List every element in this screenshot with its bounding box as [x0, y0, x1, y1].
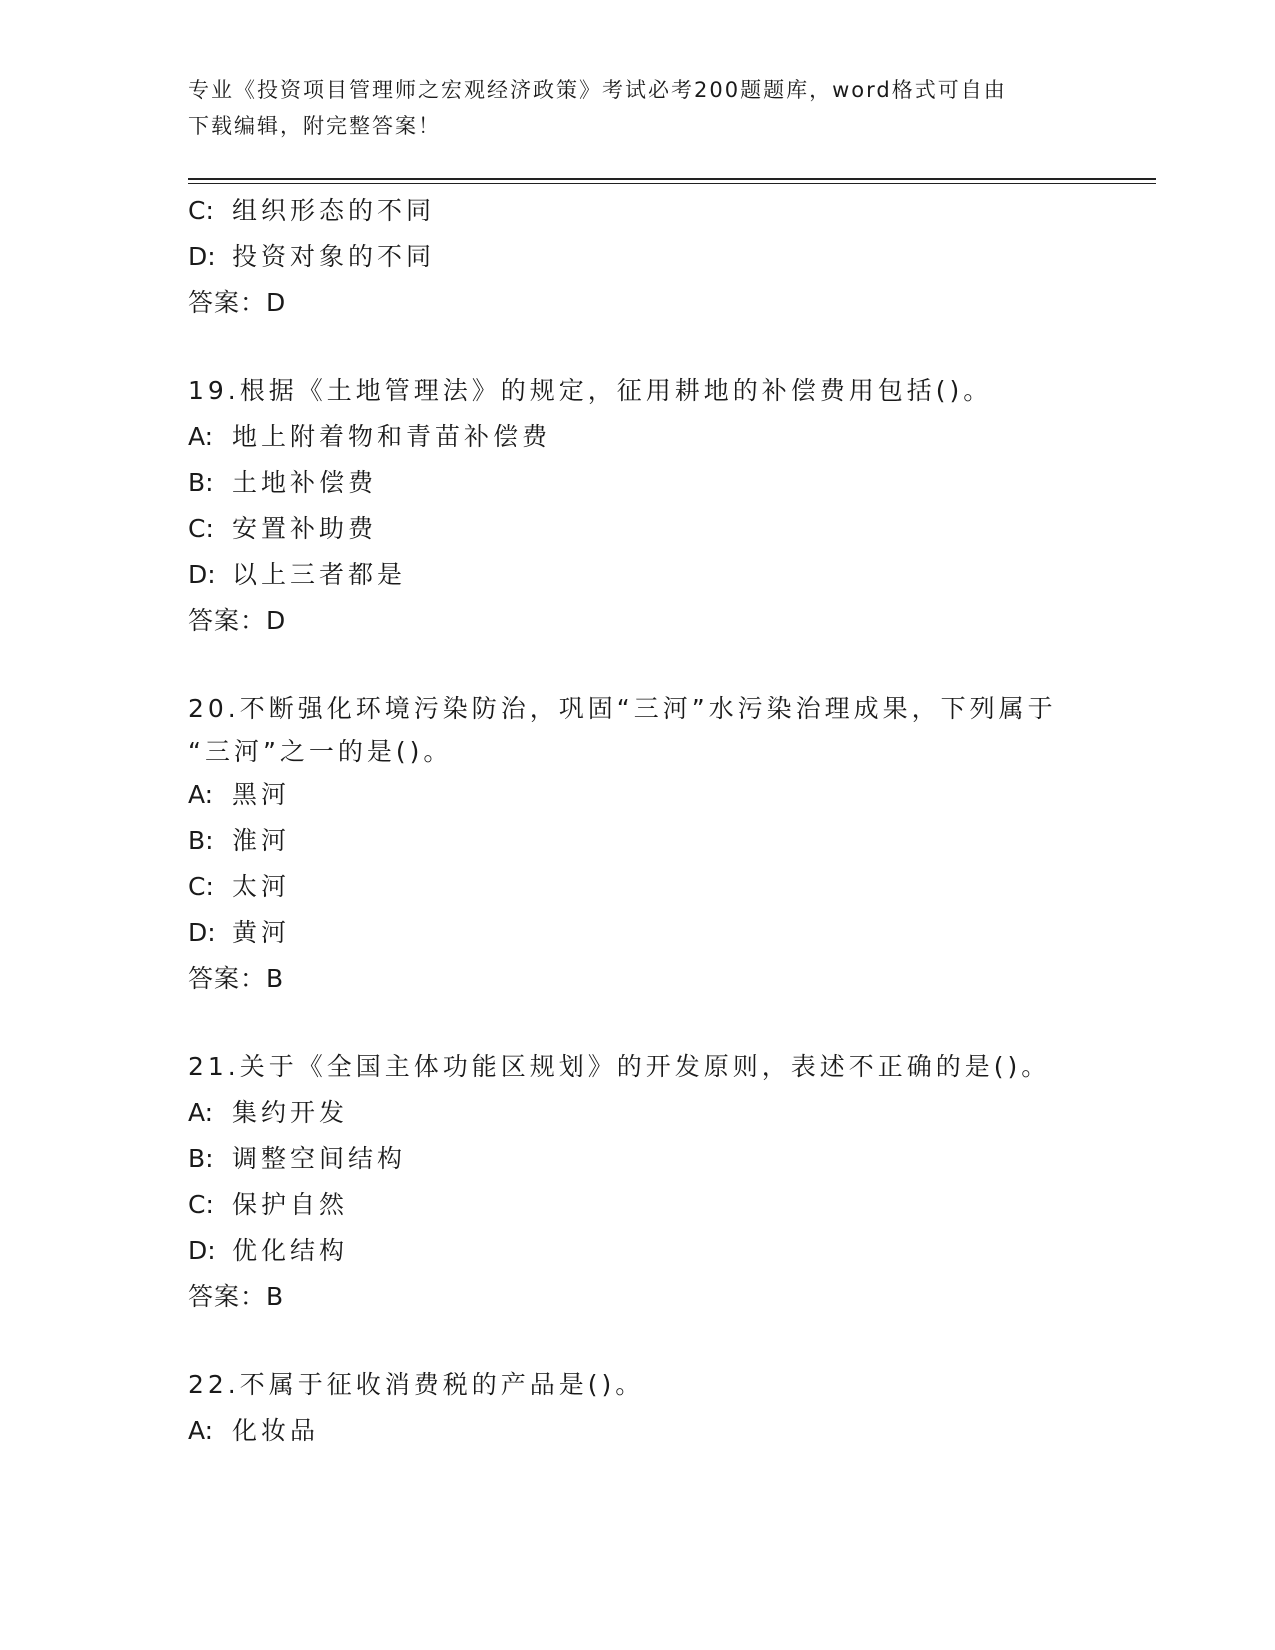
spacer — [188, 1320, 1088, 1362]
option-letter: A: — [188, 1098, 214, 1127]
option-text: 太河 — [232, 872, 291, 901]
option-line — [188, 772, 1088, 818]
option-line — [188, 1182, 1088, 1228]
option-letter: C: — [188, 1190, 214, 1219]
option-line — [188, 414, 1088, 460]
option-text: 土地补偿费 — [232, 468, 378, 497]
option-letter: A: — [188, 780, 214, 809]
question-block-21 — [188, 1044, 1088, 1320]
option-line — [188, 1228, 1088, 1274]
option-text: 组织形态的不同 — [232, 196, 436, 225]
spacer — [188, 326, 1088, 368]
option-text: 地上附着物和青苗补偿费 — [232, 422, 552, 451]
option-letter: A: — [188, 422, 214, 451]
option-line — [188, 910, 1088, 956]
answer-line: 答案：B — [188, 1282, 285, 1311]
answer-line: 答案：B — [188, 964, 285, 993]
option-text: 投资对象的不同 — [232, 242, 436, 271]
option-line — [188, 818, 1088, 864]
option-letter: C: — [188, 872, 214, 901]
option-letter: D: — [188, 242, 216, 271]
question-block-19 — [188, 368, 1088, 644]
option-line — [188, 188, 1088, 234]
option-text: 集约开发 — [232, 1098, 349, 1127]
question-text: 19.根据《土地管理法》的规定，征用耕地的补偿费用包括()。 — [188, 376, 993, 405]
answer-line: 答案：D — [188, 288, 287, 317]
option-line — [188, 864, 1088, 910]
option-line — [188, 552, 1088, 598]
question-text: 22.不属于征收消费税的产品是()。 — [188, 1370, 645, 1399]
option-text: 保护自然 — [232, 1190, 349, 1219]
option-line — [188, 1408, 1088, 1454]
question-text-continued: “三河”之一的是()。 — [188, 737, 453, 766]
option-line — [188, 460, 1088, 506]
option-text: 安置补助费 — [232, 514, 378, 543]
option-letter: C: — [188, 514, 214, 543]
question-block-22 — [188, 1362, 1088, 1454]
option-line — [188, 234, 1088, 280]
header-title-line-2: 下载编辑，附完整答案！ — [188, 114, 441, 138]
option-text: 黑河 — [232, 780, 291, 809]
option-letter: D: — [188, 918, 216, 947]
option-text: 化妆品 — [232, 1416, 320, 1445]
header-title-line-1: 专业《投资项目管理师之宏观经济政策》考试必考200题题库，word格式可自由 — [188, 78, 1007, 102]
option-letter: D: — [188, 560, 216, 589]
carryover-block — [188, 188, 1088, 326]
question-text: 21.关于《全国主体功能区规划》的开发原则，表述不正确的是()。 — [188, 1052, 1051, 1081]
option-text: 淮河 — [232, 826, 291, 855]
option-line — [188, 1090, 1088, 1136]
option-letter: A: — [188, 1416, 214, 1445]
option-text: 以上三者都是 — [232, 560, 407, 589]
question-text: 20.不断强化环境污染防治，巩固“三河”水污染治理成果，下列属于 — [188, 694, 1057, 723]
option-letter: B: — [188, 826, 214, 855]
document-header — [188, 72, 1068, 144]
answer-line: 答案：D — [188, 606, 287, 635]
spacer — [188, 1002, 1088, 1044]
question-content — [188, 188, 1088, 1454]
option-text: 调整空间结构 — [232, 1144, 407, 1173]
option-text: 优化结构 — [232, 1236, 349, 1265]
header-divider-thick — [188, 178, 1156, 180]
option-text: 黄河 — [232, 918, 291, 947]
spacer — [188, 644, 1088, 686]
header-divider-thin — [188, 183, 1156, 184]
option-letter: B: — [188, 1144, 214, 1173]
option-line — [188, 506, 1088, 552]
option-letter: D: — [188, 1236, 216, 1265]
option-letter: C: — [188, 196, 214, 225]
question-block-20 — [188, 686, 1088, 1002]
option-letter: B: — [188, 468, 214, 497]
option-line — [188, 1136, 1088, 1182]
